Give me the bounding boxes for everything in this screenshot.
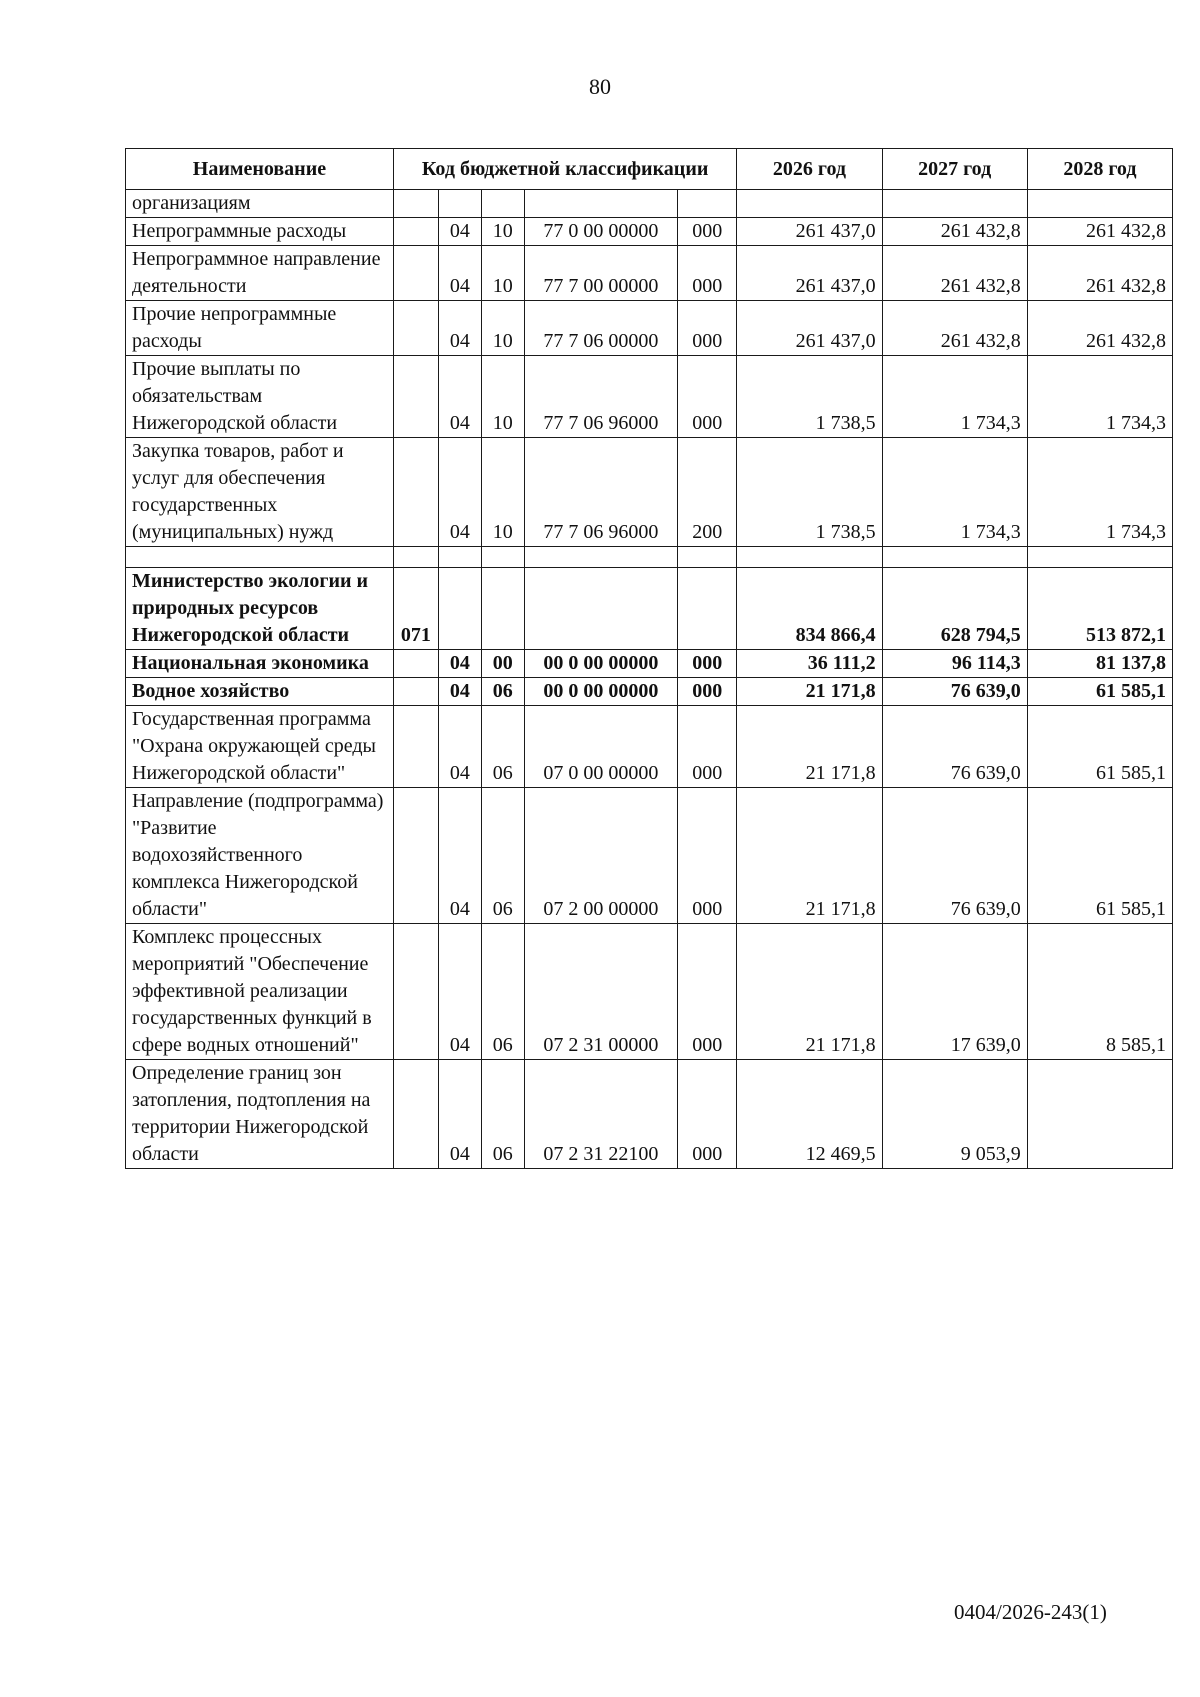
cell-pr: 06	[481, 1060, 524, 1169]
cell-vr	[678, 547, 737, 568]
cell-2027: 96 114,3	[882, 650, 1027, 678]
cell-2026: 36 111,2	[737, 650, 882, 678]
table-row	[126, 706, 1173, 788]
cell-rz	[438, 547, 481, 568]
cell-org	[393, 356, 438, 438]
cell-pr: 06	[481, 788, 524, 924]
cell-csr: 77 0 00 00000	[524, 218, 677, 246]
cell-csr: 00 0 00 00000	[524, 678, 677, 706]
cell-name: Непрограммные расходы	[126, 218, 394, 246]
cell-org	[393, 924, 438, 1060]
cell-2027: 17 639,0	[882, 924, 1027, 1060]
cell-2028	[1027, 1060, 1172, 1169]
cell-vr: 000	[678, 924, 737, 1060]
header-name: Наименование	[126, 149, 394, 190]
table-row	[126, 438, 1173, 547]
cell-vr: 000	[678, 678, 737, 706]
cell-2027: 261 432,8	[882, 218, 1027, 246]
cell-csr: 77 7 06 00000	[524, 301, 677, 356]
table-row	[126, 788, 1173, 924]
cell-vr: 000	[678, 1060, 737, 1169]
page-number: 80	[589, 74, 611, 99]
table-row	[126, 301, 1173, 356]
cell-name	[126, 547, 394, 568]
cell-2028: 261 432,8	[1027, 301, 1172, 356]
cell-2026	[737, 190, 882, 218]
cell-csr: 07 0 00 00000	[524, 706, 677, 788]
cell-name: Комплекс процессных мероприятий "Обеспечение эффективной реализации государственных функций в сфере водных отношений"	[126, 924, 394, 1060]
cell-pr	[481, 547, 524, 568]
cell-org	[393, 190, 438, 218]
cell-2027	[882, 190, 1027, 218]
cell-name: Министерство экологии и природных ресурсов Нижегородской области	[126, 568, 394, 650]
table-row	[126, 924, 1173, 1060]
table-row	[126, 246, 1173, 301]
table-header-row	[126, 149, 1173, 190]
cell-pr: 10	[481, 438, 524, 547]
header-2027: 2027 год	[882, 149, 1027, 190]
cell-rz: 04	[438, 788, 481, 924]
cell-name: Государственная программа "Охрана окружающей среды Нижегородской области"	[126, 706, 394, 788]
cell-2027: 261 432,8	[882, 301, 1027, 356]
cell-2026: 834 866,4	[737, 568, 882, 650]
cell-org	[393, 547, 438, 568]
cell-rz: 04	[438, 301, 481, 356]
cell-csr: 07 2 31 22100	[524, 1060, 677, 1169]
cell-2027: 76 639,0	[882, 788, 1027, 924]
cell-name: Национальная экономика	[126, 650, 394, 678]
cell-2026: 21 171,8	[737, 788, 882, 924]
cell-rz: 04	[438, 356, 481, 438]
cell-2026: 261 437,0	[737, 218, 882, 246]
cell-name: Водное хозяйство	[126, 678, 394, 706]
cell-rz: 04	[438, 706, 481, 788]
table-row-section	[126, 650, 1173, 678]
cell-pr: 06	[481, 706, 524, 788]
cell-org	[393, 788, 438, 924]
cell-pr: 06	[481, 924, 524, 1060]
cell-org	[393, 650, 438, 678]
cell-2027: 1 734,3	[882, 356, 1027, 438]
header-2026: 2026 год	[737, 149, 882, 190]
cell-vr: 000	[678, 788, 737, 924]
cell-rz: 04	[438, 246, 481, 301]
cell-vr: 000	[678, 650, 737, 678]
cell-name: Непрограммное направление деятельности	[126, 246, 394, 301]
cell-name: Прочие непрограммные расходы	[126, 301, 394, 356]
cell-csr: 00 0 00 00000	[524, 650, 677, 678]
table-row-ministry	[126, 568, 1173, 650]
table-row	[126, 190, 1173, 218]
cell-rz	[438, 190, 481, 218]
cell-pr: 06	[481, 678, 524, 706]
cell-2028	[1027, 190, 1172, 218]
cell-2028: 261 432,8	[1027, 246, 1172, 301]
cell-2026: 21 171,8	[737, 924, 882, 1060]
cell-org	[393, 301, 438, 356]
cell-vr: 000	[678, 356, 737, 438]
cell-rz	[438, 568, 481, 650]
cell-name: Определение границ зон затопления, подтопления на территории Нижегородской области	[126, 1060, 394, 1169]
cell-org	[393, 706, 438, 788]
cell-vr: 000	[678, 706, 737, 788]
cell-pr: 10	[481, 246, 524, 301]
cell-csr	[524, 547, 677, 568]
cell-pr	[481, 190, 524, 218]
cell-org	[393, 1060, 438, 1169]
cell-2026: 261 437,0	[737, 301, 882, 356]
cell-2027: 1 734,3	[882, 438, 1027, 547]
cell-rz: 04	[438, 650, 481, 678]
cell-vr: 000	[678, 301, 737, 356]
cell-2027: 628 794,5	[882, 568, 1027, 650]
cell-2027	[882, 547, 1027, 568]
cell-csr	[524, 568, 677, 650]
cell-org	[393, 246, 438, 301]
cell-csr: 77 7 00 00000	[524, 246, 677, 301]
cell-2028: 61 585,1	[1027, 678, 1172, 706]
cell-2028: 81 137,8	[1027, 650, 1172, 678]
cell-rz: 04	[438, 218, 481, 246]
cell-2027: 76 639,0	[882, 706, 1027, 788]
cell-vr: 000	[678, 246, 737, 301]
cell-csr: 07 2 31 00000	[524, 924, 677, 1060]
cell-csr: 07 2 00 00000	[524, 788, 677, 924]
header-code: Код бюджетной классификации	[393, 149, 737, 190]
cell-pr: 00	[481, 650, 524, 678]
cell-2028: 513 872,1	[1027, 568, 1172, 650]
cell-name: Направление (подпрограмма) "Развитие водохозяйственного комплекса Нижегородской области"	[126, 788, 394, 924]
cell-pr: 10	[481, 218, 524, 246]
cell-vr: 000	[678, 218, 737, 246]
header-2028: 2028 год	[1027, 149, 1172, 190]
cell-2028: 1 734,3	[1027, 356, 1172, 438]
cell-org	[393, 218, 438, 246]
cell-2026: 1 738,5	[737, 438, 882, 547]
cell-name: Прочие выплаты по обязательствам Нижегородской области	[126, 356, 394, 438]
cell-csr: 77 7 06 96000	[524, 356, 677, 438]
cell-2028: 1 734,3	[1027, 438, 1172, 547]
cell-vr	[678, 190, 737, 218]
cell-2026	[737, 547, 882, 568]
cell-org	[393, 678, 438, 706]
table-row	[126, 218, 1173, 246]
cell-rz: 04	[438, 1060, 481, 1169]
cell-2028: 8 585,1	[1027, 924, 1172, 1060]
cell-pr: 10	[481, 356, 524, 438]
cell-2027: 261 432,8	[882, 246, 1027, 301]
cell-org: 071	[393, 568, 438, 650]
cell-rz: 04	[438, 438, 481, 547]
cell-rz: 04	[438, 924, 481, 1060]
cell-2026: 21 171,8	[737, 678, 882, 706]
cell-csr: 77 7 06 96000	[524, 438, 677, 547]
cell-2026: 261 437,0	[737, 246, 882, 301]
cell-2028: 61 585,1	[1027, 788, 1172, 924]
spacer-row	[126, 547, 1173, 568]
cell-name: организациям	[126, 190, 394, 218]
cell-csr	[524, 190, 677, 218]
cell-2028: 61 585,1	[1027, 706, 1172, 788]
cell-org	[393, 438, 438, 547]
cell-name: Закупка товаров, работ и услуг для обеспечения государственных (муниципальных) нужд	[126, 438, 394, 547]
cell-2028: 261 432,8	[1027, 218, 1172, 246]
cell-2026: 12 469,5	[737, 1060, 882, 1169]
cell-2027: 76 639,0	[882, 678, 1027, 706]
cell-pr	[481, 568, 524, 650]
table-row-subsection	[126, 678, 1173, 706]
cell-2026: 21 171,8	[737, 706, 882, 788]
cell-pr: 10	[481, 301, 524, 356]
table-row	[126, 356, 1173, 438]
cell-vr	[678, 568, 737, 650]
document-code: 0404/2026-243(1)	[954, 1600, 1107, 1624]
cell-2026: 1 738,5	[737, 356, 882, 438]
cell-vr: 200	[678, 438, 737, 547]
cell-2027: 9 053,9	[882, 1060, 1027, 1169]
cell-2028	[1027, 547, 1172, 568]
cell-rz: 04	[438, 678, 481, 706]
table-row	[126, 1060, 1173, 1169]
budget-table	[125, 148, 1173, 1169]
